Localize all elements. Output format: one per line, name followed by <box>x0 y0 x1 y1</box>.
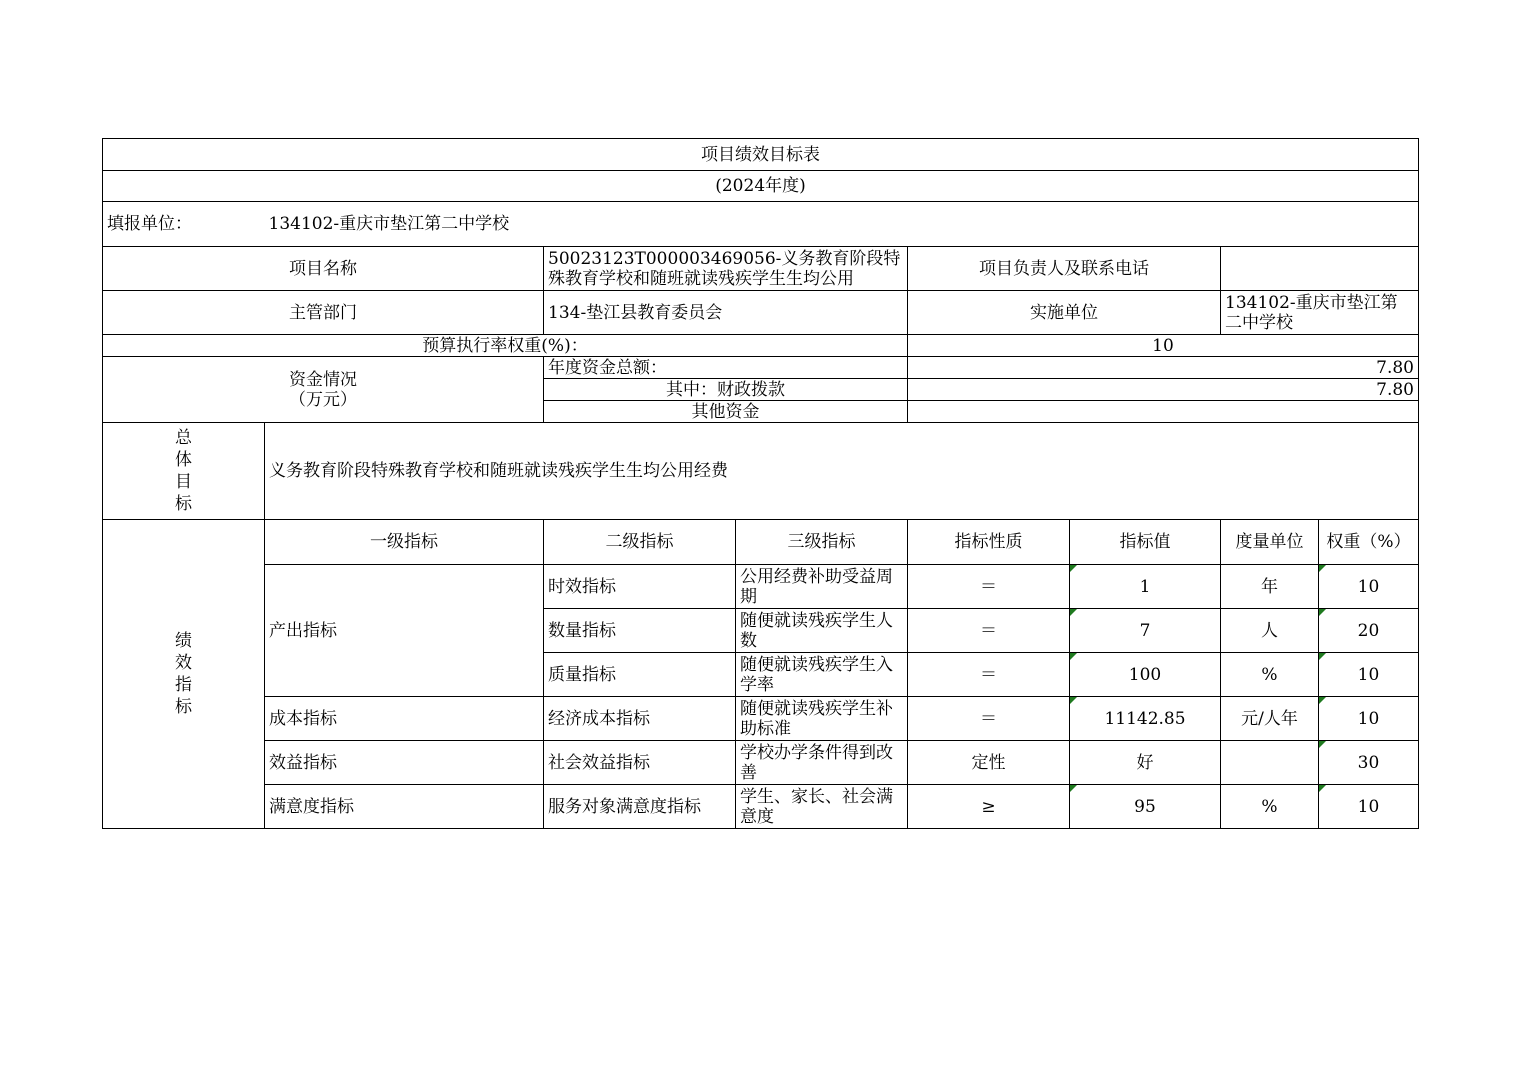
value-cell: 100 <box>1070 653 1221 697</box>
level2-cell: 时效指标 <box>544 565 736 609</box>
value-cell: 7 <box>1070 609 1221 653</box>
header-weight: 权重（%） <box>1319 520 1419 565</box>
level2-cell: 质量指标 <box>544 653 736 697</box>
overall-goal-char: 标 <box>175 494 192 514</box>
performance-goal-table <box>102 138 1419 829</box>
funds-total-value: 7.80 <box>908 357 1419 379</box>
implementing-unit-value: 134102-重庆市垫江第二中学校 <box>1221 291 1419 335</box>
indicators-char: 指 <box>175 675 192 695</box>
level1-cost: 成本指标 <box>265 697 544 741</box>
header-nature: 指标性质 <box>908 520 1070 565</box>
project-name-label: 项目名称 <box>103 247 544 291</box>
overall-goal-label <box>103 423 265 520</box>
level2-cell: 社会效益指标 <box>544 741 736 785</box>
nature-cell: ＝ <box>908 697 1070 741</box>
header-level3: 三级指标 <box>736 520 908 565</box>
unit-cell: % <box>1221 653 1319 697</box>
header-unit: 度量单位 <box>1221 520 1319 565</box>
indicators-label <box>103 520 265 829</box>
table-subtitle: (2024年度) <box>103 171 1419 202</box>
indicators-char: 绩 <box>175 631 192 651</box>
level3-cell: 学校办学条件得到改善 <box>736 741 908 785</box>
value-cell: 好 <box>1070 741 1221 785</box>
nature-cell: 定性 <box>908 741 1070 785</box>
level3-cell: 随便就读残疾学生补助标准 <box>736 697 908 741</box>
unit-cell: 年 <box>1221 565 1319 609</box>
indicators-char: 标 <box>175 697 192 717</box>
funds-label <box>103 357 544 423</box>
weight-cell: 30 <box>1319 741 1419 785</box>
header-value: 指标值 <box>1070 520 1221 565</box>
weight-cell: 10 <box>1319 697 1419 741</box>
funds-total-label: 年度资金总额： <box>544 357 908 379</box>
performance-goal-sheet <box>102 138 1418 829</box>
overall-goal-char: 体 <box>175 450 192 470</box>
value-cell: 1 <box>1070 565 1221 609</box>
budget-weight-label: 预算执行率权重(%)： <box>103 335 908 357</box>
reporting-unit-value: 134102-重庆市垫江第二中学校 <box>265 202 1419 247</box>
level2-cell: 服务对象满意度指标 <box>544 785 736 829</box>
level3-cell: 随便就读残疾学生入学率 <box>736 653 908 697</box>
nature-cell: ＝ <box>908 565 1070 609</box>
overall-goal-char: 目 <box>175 472 192 492</box>
level3-cell: 公用经费补助受益周期 <box>736 565 908 609</box>
unit-cell <box>1221 741 1319 785</box>
overall-goal-char: 总 <box>175 428 192 448</box>
unit-cell: 人 <box>1221 609 1319 653</box>
value-cell: 11142.85 <box>1070 697 1221 741</box>
level3-cell: 学生、家长、社会满意度 <box>736 785 908 829</box>
contact-value <box>1221 247 1419 291</box>
level1-output: 产出指标 <box>265 565 544 697</box>
budget-weight-value: 10 <box>908 335 1419 357</box>
nature-cell: ＝ <box>908 653 1070 697</box>
level1-satisfaction: 满意度指标 <box>265 785 544 829</box>
reporting-unit-label: 填报单位： <box>103 202 265 247</box>
unit-cell: 元/人年 <box>1221 697 1319 741</box>
funds-other-label: 其他资金 <box>544 401 908 423</box>
department-value: 134-垫江县教育委员会 <box>544 291 908 335</box>
header-level1: 一级指标 <box>265 520 544 565</box>
department-label: 主管部门 <box>103 291 544 335</box>
nature-cell: ＝ <box>908 609 1070 653</box>
level1-benefit: 效益指标 <box>265 741 544 785</box>
funds-fiscal-label: 其中：财政拨款 <box>544 379 908 401</box>
level2-cell: 数量指标 <box>544 609 736 653</box>
indicators-char: 效 <box>175 653 192 673</box>
weight-cell: 20 <box>1319 609 1419 653</box>
nature-cell: ≥ <box>908 785 1070 829</box>
funds-label-line2: （万元） <box>289 389 357 410</box>
funds-label-line1: 资金情况 <box>289 369 357 390</box>
overall-goal-text: 义务教育阶段特殊教育学校和随班就读残疾学生生均公用经费 <box>265 423 1419 520</box>
implementing-unit-label: 实施单位 <box>908 291 1221 335</box>
header-level2: 二级指标 <box>544 520 736 565</box>
contact-label: 项目负责人及联系电话 <box>908 247 1221 291</box>
weight-cell: 10 <box>1319 565 1419 609</box>
level2-cell: 经济成本指标 <box>544 697 736 741</box>
project-name-value: 50023123T000003469056-义务教育阶段特殊教育学校和随班就读残疾学生生均公用 <box>544 247 908 291</box>
weight-cell: 10 <box>1319 785 1419 829</box>
table-title: 项目绩效目标表 <box>103 139 1419 171</box>
unit-cell: % <box>1221 785 1319 829</box>
value-cell: 95 <box>1070 785 1221 829</box>
level3-cell: 随便就读残疾学生人数 <box>736 609 908 653</box>
weight-cell: 10 <box>1319 653 1419 697</box>
funds-other-value <box>908 401 1419 423</box>
funds-fiscal-value: 7.80 <box>908 379 1419 401</box>
